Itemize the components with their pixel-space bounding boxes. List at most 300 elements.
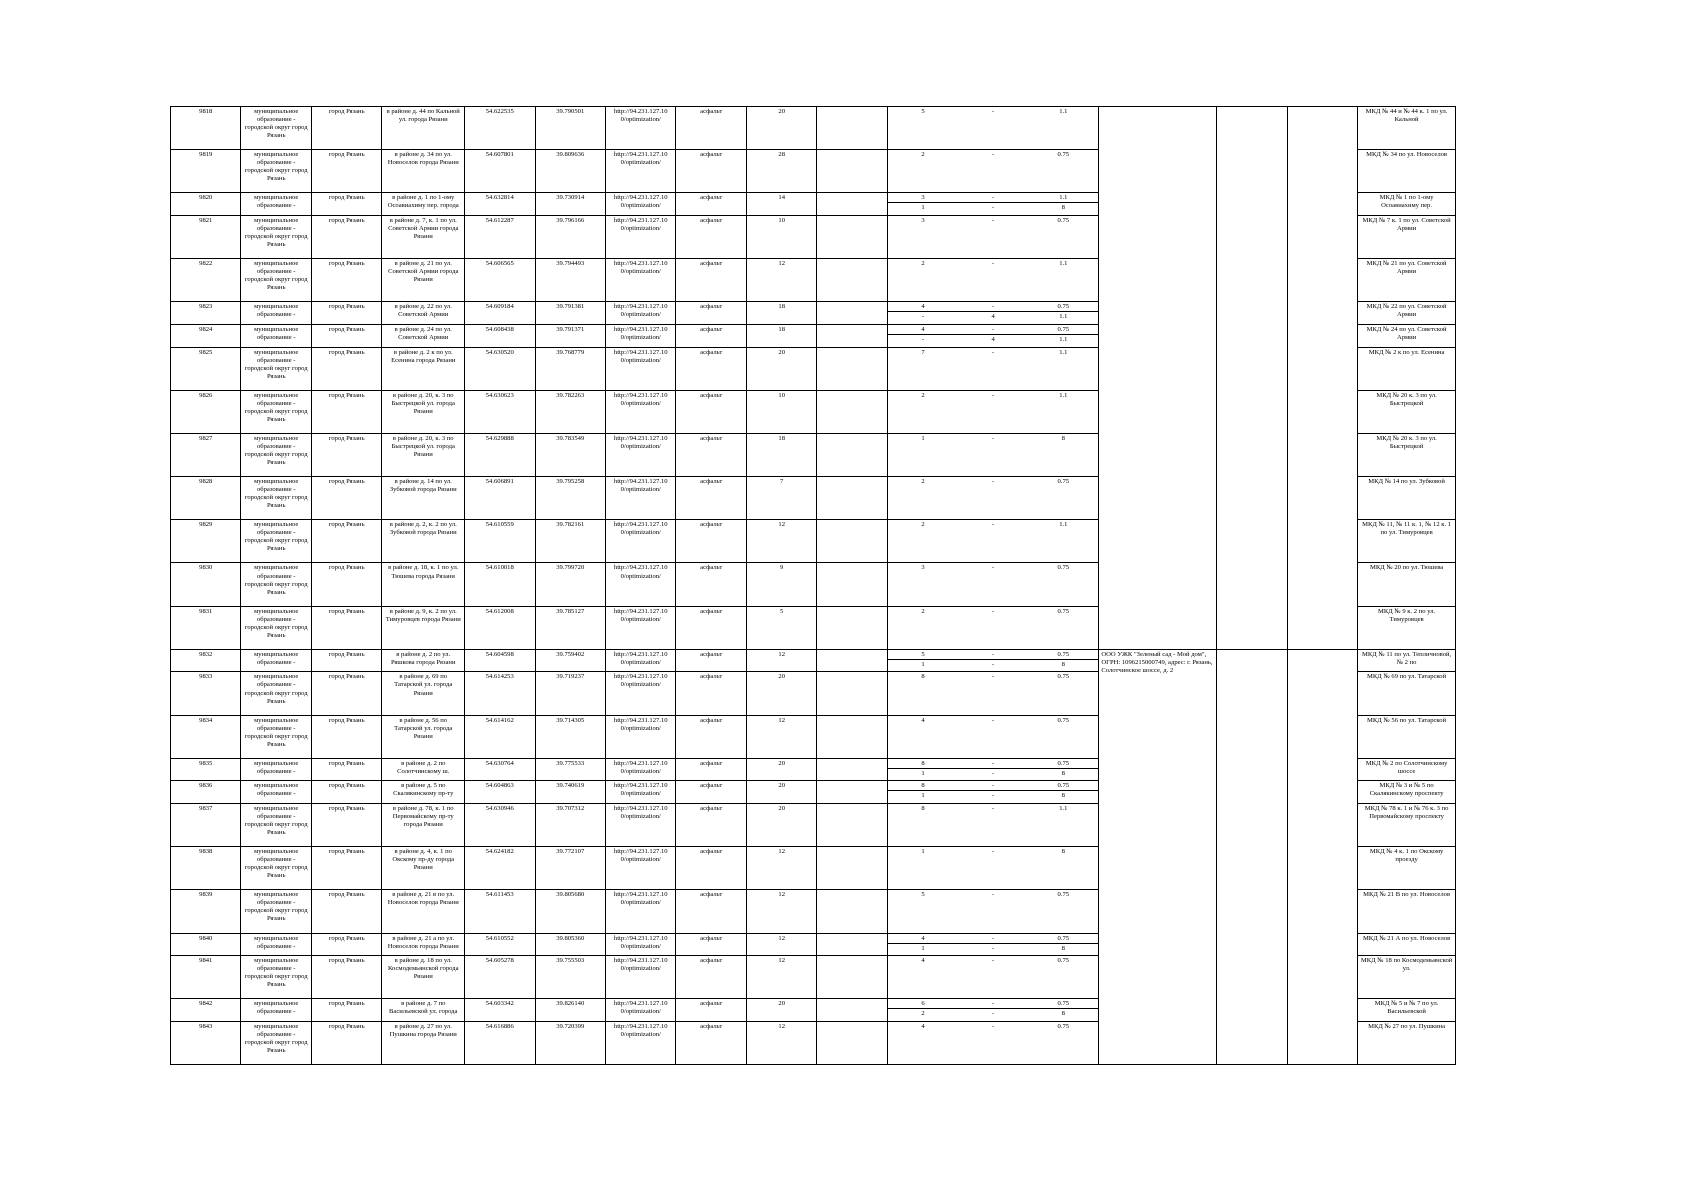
cell-area: 20 bbox=[746, 758, 816, 781]
cell-city: город Рязань bbox=[311, 390, 381, 433]
cell-latitude: 54.610552 bbox=[465, 933, 535, 956]
cell-containers bbox=[887, 956, 1098, 999]
cell-containers bbox=[887, 649, 1098, 672]
container-count: 8 bbox=[921, 759, 925, 767]
cell-location: в районе д. 56 по Татарской ул. города Рязани bbox=[382, 715, 465, 758]
cell-containers bbox=[887, 672, 1098, 715]
cell-latitude: 54.629888 bbox=[465, 433, 535, 476]
container-volume: 0.75 bbox=[1057, 934, 1070, 942]
cell-location: в районе д. 7 по Васильевской ул. города bbox=[382, 999, 465, 1022]
cell-area: 12 bbox=[746, 1021, 816, 1064]
cell-url: http://94.231.127.10 0/optimization/ bbox=[605, 933, 675, 956]
cell-area: 5 bbox=[746, 606, 816, 649]
container-count: 2 bbox=[888, 1009, 958, 1019]
cell-longitude: 39.795258 bbox=[535, 477, 605, 520]
cell-city: город Рязань bbox=[311, 956, 381, 999]
cell-number: 9828 bbox=[171, 477, 241, 520]
container-extra: - bbox=[992, 521, 995, 529]
cell-surface: асфальт bbox=[676, 302, 746, 325]
container-extra: - bbox=[992, 1022, 995, 1030]
cell-served-buildings: МКД № 5 и № 7 по ул. Васильевской bbox=[1358, 999, 1456, 1022]
cell-location: в районе д. 21 а по ул. Новоселов города Рязани bbox=[382, 933, 465, 956]
cell-longitude: 39.826140 bbox=[535, 999, 605, 1022]
container-volume: 0.75 bbox=[1057, 957, 1070, 965]
container-extra: - bbox=[992, 348, 995, 356]
container-volume: 0.75 bbox=[1057, 650, 1070, 658]
cell-area: 20 bbox=[746, 781, 816, 804]
container-count: 4 bbox=[921, 1022, 925, 1030]
cell-surface: асфальт bbox=[676, 649, 746, 672]
cell-url: http://94.231.127.10 0/optimization/ bbox=[605, 433, 675, 476]
container-extra: - bbox=[992, 805, 995, 812]
cell-served-buildings: МКД № 78 к. 1 и № 76 к. 3 по Первомайскому проспекту bbox=[1358, 804, 1456, 847]
cell-served-buildings: МКД № 11 по ул. Тепличновой, № 2 по bbox=[1358, 649, 1456, 672]
cell-served-buildings: МКД № 18 по Космодемьянской ул. bbox=[1358, 956, 1456, 999]
cell-longitude: 39.794493 bbox=[535, 259, 605, 302]
cell-longitude: 39.775533 bbox=[535, 758, 605, 781]
cell-city: город Рязань bbox=[311, 649, 381, 672]
cell-surface: асфальт bbox=[676, 324, 746, 347]
table-row bbox=[171, 649, 1456, 672]
container-extra: - bbox=[992, 303, 995, 311]
cell-municipality: муниципальное образование - bbox=[241, 324, 311, 347]
container-extra: - bbox=[992, 478, 995, 486]
cell-surface: асфальт bbox=[676, 215, 746, 258]
container-extra: - bbox=[992, 434, 995, 442]
registry-table bbox=[170, 106, 1456, 1065]
cell-area: 12 bbox=[746, 649, 816, 672]
cell-location: в районе д. 21 в по ул. Новоселов города Рязани bbox=[382, 890, 465, 933]
cell-surface: асфальт bbox=[676, 781, 746, 804]
cell-url: http://94.231.127.10 0/optimization/ bbox=[605, 649, 675, 672]
cell-url: http://94.231.127.10 0/optimization/ bbox=[605, 563, 675, 606]
cell-containers bbox=[887, 302, 1098, 325]
cell-containers bbox=[887, 890, 1098, 933]
cell-longitude: 39.714305 bbox=[535, 715, 605, 758]
cell-number: 9831 bbox=[171, 606, 241, 649]
cell-latitude: 54.607801 bbox=[465, 150, 535, 193]
container-count: 1 bbox=[888, 768, 958, 778]
cell-number: 9834 bbox=[171, 715, 241, 758]
cell-number: 9823 bbox=[171, 302, 241, 325]
container-count: - bbox=[888, 334, 958, 344]
cell-longitude: 39.730914 bbox=[535, 193, 605, 216]
cell-area: 12 bbox=[746, 259, 816, 302]
cell-number: 9824 bbox=[171, 324, 241, 347]
cell-containers bbox=[887, 520, 1098, 563]
cell-city: город Рязань bbox=[311, 324, 381, 347]
cell-city: город Рязань bbox=[311, 933, 381, 956]
cell-containers bbox=[887, 193, 1098, 216]
cell-number: 9838 bbox=[171, 847, 241, 890]
container-count: 8 bbox=[921, 805, 925, 812]
cell-latitude: 54.632814 bbox=[465, 193, 535, 216]
container-extra: 4 bbox=[958, 334, 1028, 344]
cell-latitude: 54.611453 bbox=[465, 890, 535, 933]
cell-longitude: 39.791371 bbox=[535, 324, 605, 347]
cell-served-buildings: МКД № 27 по ул. Пушкина bbox=[1358, 1021, 1456, 1064]
cell-number: 9842 bbox=[171, 999, 241, 1022]
cell-municipality: муниципальное образование - городской округ город Рязань bbox=[241, 433, 311, 476]
cell-served-buildings: МКД № 20 к. 3 по ул. Быстрецкой bbox=[1358, 390, 1456, 433]
cell-empty-a bbox=[817, 649, 887, 672]
cell-location: в районе д. 2 к по ул. Есенина города Рязани bbox=[382, 347, 465, 390]
cell-url: http://94.231.127.10 0/optimization/ bbox=[605, 758, 675, 781]
cell-empty-a bbox=[817, 150, 887, 193]
cell-city: город Рязань bbox=[311, 563, 381, 606]
cell-served-buildings: МКД № 69 по ул. Татарской bbox=[1358, 672, 1456, 715]
cell-empty-a bbox=[817, 390, 887, 433]
cell-number: 9826 bbox=[171, 390, 241, 433]
registry-table-body bbox=[171, 107, 1456, 1065]
cell-municipality: муниципальное образование - городской округ город Рязань bbox=[241, 1021, 311, 1064]
cell-served-buildings: МКД № 3 и № 5 по Скалякинскому проспекту bbox=[1358, 781, 1456, 804]
container-volume: 1.1 bbox=[1059, 260, 1068, 268]
container-extra: - bbox=[992, 260, 995, 268]
cell-empty-a bbox=[817, 107, 887, 150]
cell-longitude: 39.772107 bbox=[535, 847, 605, 890]
cell-area: 12 bbox=[746, 847, 816, 890]
cell-location: в районе д. 2 по ул. Ряшкова города Рязани bbox=[382, 649, 465, 672]
cell-area: 28 bbox=[746, 150, 816, 193]
cell-latitude: 54.604863 bbox=[465, 781, 535, 804]
container-count: 5 bbox=[921, 650, 925, 658]
cell-area: 18 bbox=[746, 324, 816, 347]
cell-latitude: 54.630623 bbox=[465, 390, 535, 433]
cell-municipality: муниципальное образование - bbox=[241, 649, 311, 672]
cell-surface: асфальт bbox=[676, 606, 746, 649]
cell-url: http://94.231.127.10 0/optimization/ bbox=[605, 520, 675, 563]
cell-city: город Рязань bbox=[311, 606, 381, 649]
cell-area: 20 bbox=[746, 999, 816, 1022]
cell-municipality: муниципальное образование - городской округ город Рязань bbox=[241, 956, 311, 999]
cell-area: 7 bbox=[746, 477, 816, 520]
container-volume: 1.1 bbox=[1059, 391, 1068, 399]
cell-empty-a bbox=[817, 215, 887, 258]
container-volume: 8 bbox=[1028, 1009, 1098, 1019]
cell-empty-a bbox=[817, 193, 887, 216]
cell-url: http://94.231.127.10 0/optimization/ bbox=[605, 477, 675, 520]
cell-location: в районе д. 27 по ул. Пушкина города Рязани bbox=[382, 1021, 465, 1064]
cell-number: 9832 bbox=[171, 649, 241, 672]
cell-served-buildings: МКД № 2 к по ул. Есенина bbox=[1358, 347, 1456, 390]
cell-url: http://94.231.127.10 0/optimization/ bbox=[605, 781, 675, 804]
cell-location: в районе д. 18 по ул. Космодемьянской города Рязани bbox=[382, 956, 465, 999]
container-count: 1 bbox=[888, 791, 958, 801]
container-count: 7 bbox=[921, 348, 925, 356]
cell-latitude: 54.622535 bbox=[465, 107, 535, 150]
cell-owner-extra2-span-bottom bbox=[1287, 649, 1357, 1064]
cell-latitude: 54.624182 bbox=[465, 847, 535, 890]
cell-longitude: 39.755503 bbox=[535, 956, 605, 999]
cell-empty-a bbox=[817, 804, 887, 847]
cell-surface: асфальт bbox=[676, 347, 746, 390]
cell-number: 9822 bbox=[171, 259, 241, 302]
container-count: 1 bbox=[888, 943, 958, 953]
container-extra: - bbox=[992, 216, 995, 224]
container-extra: 4 bbox=[958, 312, 1028, 322]
cell-containers bbox=[887, 433, 1098, 476]
cell-url: http://94.231.127.10 0/optimization/ bbox=[605, 302, 675, 325]
container-count: 1 bbox=[921, 848, 925, 856]
cell-city: город Рязань bbox=[311, 150, 381, 193]
container-count: 4 bbox=[921, 716, 925, 724]
table-row bbox=[171, 107, 1456, 150]
cell-containers bbox=[887, 781, 1098, 804]
container-volume: 8 bbox=[1028, 203, 1098, 213]
cell-latitude: 54.604598 bbox=[465, 649, 535, 672]
cell-containers bbox=[887, 347, 1098, 390]
cell-served-buildings: МКД № 56 по ул. Татарской bbox=[1358, 715, 1456, 758]
cell-empty-a bbox=[817, 563, 887, 606]
cell-municipality: муниципальное образование - городской округ город Рязань bbox=[241, 107, 311, 150]
cell-url: http://94.231.127.10 0/optimization/ bbox=[605, 150, 675, 193]
cell-empty-a bbox=[817, 672, 887, 715]
container-extra: - bbox=[992, 1000, 995, 1008]
cell-empty-a bbox=[817, 933, 887, 956]
cell-municipality: муниципальное образование - городской округ город Рязань bbox=[241, 804, 311, 847]
cell-operator: ООО УЖК "Зеленый сад - Мой дом", ОГРН: 1096215000749, адрес: г. Рязань, Солотчинское шоссе, д. 2 bbox=[1099, 649, 1217, 1064]
cell-area: 12 bbox=[746, 890, 816, 933]
container-count: 5 bbox=[921, 108, 925, 115]
container-extra: - bbox=[992, 673, 995, 681]
cell-city: город Рязань bbox=[311, 520, 381, 563]
cell-served-buildings: МКД № 34 по ул. Новоселов bbox=[1358, 150, 1456, 193]
container-volume: 8 bbox=[1061, 434, 1065, 442]
cell-location: в районе д. 20, к. 3 по Быстрецкой ул. города Рязани bbox=[382, 433, 465, 476]
cell-longitude: 39.707312 bbox=[535, 804, 605, 847]
cell-number: 9843 bbox=[171, 1021, 241, 1064]
container-count: 3 bbox=[921, 216, 925, 224]
cell-latitude: 54.606891 bbox=[465, 477, 535, 520]
cell-municipality: муниципальное образование - bbox=[241, 302, 311, 325]
cell-municipality: муниципальное образование - городской округ город Рязань bbox=[241, 715, 311, 758]
container-volume: 0.75 bbox=[1057, 325, 1070, 333]
cell-empty-a bbox=[817, 781, 887, 804]
container-count: 2 bbox=[921, 391, 925, 399]
cell-city: город Рязань bbox=[311, 477, 381, 520]
container-volume: 0.75 bbox=[1057, 151, 1070, 159]
cell-longitude: 39.790501 bbox=[535, 107, 605, 150]
container-volume: 0.75 bbox=[1057, 607, 1070, 615]
container-volume: 8 bbox=[1028, 659, 1098, 669]
container-extra: - bbox=[992, 607, 995, 615]
cell-longitude: 39.782161 bbox=[535, 520, 605, 563]
cell-containers bbox=[887, 1021, 1098, 1064]
cell-municipality: муниципальное образование - городской округ город Рязань bbox=[241, 606, 311, 649]
cell-number: 9835 bbox=[171, 758, 241, 781]
cell-surface: асфальт bbox=[676, 150, 746, 193]
cell-containers bbox=[887, 477, 1098, 520]
cell-number: 9839 bbox=[171, 890, 241, 933]
cell-owner-extra-span-top bbox=[1217, 107, 1287, 650]
cell-surface: асфальт bbox=[676, 758, 746, 781]
container-volume: 0.75 bbox=[1057, 303, 1070, 311]
cell-empty-a bbox=[817, 347, 887, 390]
cell-location: в районе д. 21 по ул. Советской Армии города Рязани bbox=[382, 259, 465, 302]
container-extra: - bbox=[992, 325, 995, 333]
cell-containers bbox=[887, 999, 1098, 1022]
container-volume: 1.1 bbox=[1059, 805, 1068, 812]
container-extra: - bbox=[958, 203, 1028, 213]
container-extra: - bbox=[992, 934, 995, 942]
cell-empty-a bbox=[817, 890, 887, 933]
cell-longitude: 39.805360 bbox=[535, 933, 605, 956]
cell-empty-a bbox=[817, 433, 887, 476]
cell-surface: асфальт bbox=[676, 890, 746, 933]
container-count: 4 bbox=[921, 957, 925, 965]
container-count: 3 bbox=[921, 564, 925, 572]
cell-empty-a bbox=[817, 302, 887, 325]
container-count: 1 bbox=[921, 434, 925, 442]
cell-municipality: муниципальное образование - городской округ город Рязань bbox=[241, 259, 311, 302]
cell-municipality: муниципальное образование - bbox=[241, 193, 311, 216]
cell-longitude: 39.719237 bbox=[535, 672, 605, 715]
cell-containers bbox=[887, 804, 1098, 847]
cell-location: в районе д. 4, к. 1 по Окскому пр-ду города Рязани bbox=[382, 847, 465, 890]
cell-longitude: 39.791381 bbox=[535, 302, 605, 325]
cell-containers bbox=[887, 324, 1098, 347]
container-extra: - bbox=[992, 782, 995, 790]
cell-empty-a bbox=[817, 477, 887, 520]
cell-surface: асфальт bbox=[676, 390, 746, 433]
cell-city: город Рязань bbox=[311, 890, 381, 933]
cell-url: http://94.231.127.10 0/optimization/ bbox=[605, 804, 675, 847]
cell-latitude: 54.603342 bbox=[465, 999, 535, 1022]
container-volume: 0.75 bbox=[1057, 673, 1070, 681]
cell-longitude: 39.759402 bbox=[535, 649, 605, 672]
container-count: 8 bbox=[921, 673, 925, 681]
cell-location: в районе д. 20, к. 3 по Быстрецкой ул. города Рязани bbox=[382, 390, 465, 433]
container-extra: - bbox=[958, 768, 1028, 778]
cell-surface: асфальт bbox=[676, 672, 746, 715]
cell-location: в районе д. 9, к. 2 по ул. Тимуровцев города Рязани bbox=[382, 606, 465, 649]
cell-city: город Рязань bbox=[311, 302, 381, 325]
cell-empty-a bbox=[817, 324, 887, 347]
cell-number: 9829 bbox=[171, 520, 241, 563]
container-extra: - bbox=[992, 108, 995, 115]
cell-municipality: муниципальное образование - городской округ город Рязань bbox=[241, 390, 311, 433]
cell-latitude: 54.630520 bbox=[465, 347, 535, 390]
cell-location: в районе д. 2, к. 2 по ул. Зубковой города Рязани bbox=[382, 520, 465, 563]
cell-url: http://94.231.127.10 0/optimization/ bbox=[605, 347, 675, 390]
cell-city: город Рязань bbox=[311, 215, 381, 258]
container-extra: - bbox=[992, 957, 995, 965]
cell-containers bbox=[887, 150, 1098, 193]
cell-empty-a bbox=[817, 715, 887, 758]
cell-served-buildings: МКД № 1 по 1-ому Осоавиахиму пер. bbox=[1358, 193, 1456, 216]
cell-url: http://94.231.127.10 0/optimization/ bbox=[605, 1021, 675, 1064]
cell-longitude: 39.768779 bbox=[535, 347, 605, 390]
cell-served-buildings: МКД № 22 по ул. Советской Армии bbox=[1358, 302, 1456, 325]
container-count: 2 bbox=[921, 521, 925, 529]
cell-number: 9825 bbox=[171, 347, 241, 390]
container-volume: 8 bbox=[1028, 943, 1098, 953]
cell-surface: асфальт bbox=[676, 999, 746, 1022]
container-volume: 8 bbox=[1028, 768, 1098, 778]
cell-location: в районе д. 2 по Солотчинскому ш. bbox=[382, 758, 465, 781]
container-count: 3 bbox=[921, 194, 925, 202]
container-extra: - bbox=[958, 791, 1028, 801]
cell-url: http://94.231.127.10 0/optimization/ bbox=[605, 672, 675, 715]
container-count: - bbox=[888, 312, 958, 322]
cell-municipality: муниципальное образование - bbox=[241, 999, 311, 1022]
cell-containers bbox=[887, 606, 1098, 649]
container-extra: - bbox=[992, 151, 995, 159]
container-extra: - bbox=[992, 891, 995, 899]
cell-served-buildings: МКД № 44 и № 44 к. 1 по ул. Кальной bbox=[1358, 107, 1456, 150]
container-count: 4 bbox=[921, 325, 925, 333]
cell-surface: асфальт bbox=[676, 193, 746, 216]
cell-served-buildings: МКД № 21 А по ул. Новоселов bbox=[1358, 933, 1456, 956]
cell-area: 18 bbox=[746, 433, 816, 476]
cell-number: 9837 bbox=[171, 804, 241, 847]
cell-containers bbox=[887, 215, 1098, 258]
cell-area: 20 bbox=[746, 347, 816, 390]
cell-area: 18 bbox=[746, 302, 816, 325]
container-volume: 0.75 bbox=[1057, 1022, 1070, 1030]
cell-url: http://94.231.127.10 0/optimization/ bbox=[605, 324, 675, 347]
cell-surface: асфальт bbox=[676, 847, 746, 890]
container-extra: - bbox=[992, 759, 995, 767]
cell-city: город Рязань bbox=[311, 781, 381, 804]
cell-location: в районе д. 69 по Татарской ул. города Рязани bbox=[382, 672, 465, 715]
cell-url: http://94.231.127.10 0/optimization/ bbox=[605, 215, 675, 258]
cell-municipality: муниципальное образование - городской округ город Рязань bbox=[241, 520, 311, 563]
cell-city: город Рязань bbox=[311, 758, 381, 781]
cell-municipality: муниципальное образование - городской округ город Рязань bbox=[241, 477, 311, 520]
cell-number: 9819 bbox=[171, 150, 241, 193]
cell-area: 12 bbox=[746, 715, 816, 758]
container-count: 6 bbox=[921, 1000, 925, 1008]
cell-longitude: 39.783549 bbox=[535, 433, 605, 476]
container-count: 4 bbox=[921, 934, 925, 942]
container-volume: 0.75 bbox=[1057, 782, 1070, 790]
container-volume: 0.75 bbox=[1057, 759, 1070, 767]
container-count: 1 bbox=[888, 203, 958, 213]
cell-empty-a bbox=[817, 847, 887, 890]
cell-city: город Рязань bbox=[311, 259, 381, 302]
cell-number: 9827 bbox=[171, 433, 241, 476]
cell-empty-a bbox=[817, 606, 887, 649]
container-volume: 1.1 bbox=[1059, 108, 1068, 115]
cell-containers bbox=[887, 259, 1098, 302]
container-extra: - bbox=[958, 1009, 1028, 1019]
cell-latitude: 54.612008 bbox=[465, 606, 535, 649]
cell-city: город Рязань bbox=[311, 999, 381, 1022]
cell-number: 9841 bbox=[171, 956, 241, 999]
cell-latitude: 54.630764 bbox=[465, 758, 535, 781]
cell-served-buildings: МКД № 7 к. 1 по ул. Советской Армии bbox=[1358, 215, 1456, 258]
cell-city: город Рязань bbox=[311, 1021, 381, 1064]
cell-latitude: 54.610018 bbox=[465, 563, 535, 606]
cell-area: 20 bbox=[746, 672, 816, 715]
container-volume: 8 bbox=[1061, 848, 1065, 856]
cell-area: 9 bbox=[746, 563, 816, 606]
container-count: 2 bbox=[921, 260, 925, 268]
cell-area: 12 bbox=[746, 933, 816, 956]
cell-url: http://94.231.127.10 0/optimization/ bbox=[605, 890, 675, 933]
cell-owner-extra2-span-top bbox=[1287, 107, 1357, 650]
container-extra: - bbox=[992, 391, 995, 399]
cell-area: 12 bbox=[746, 520, 816, 563]
cell-longitude: 39.805680 bbox=[535, 890, 605, 933]
cell-url: http://94.231.127.10 0/optimization/ bbox=[605, 606, 675, 649]
cell-served-buildings: МКД № 14 по ул. Зубковой bbox=[1358, 477, 1456, 520]
cell-url: http://94.231.127.10 0/optimization/ bbox=[605, 259, 675, 302]
cell-area: 10 bbox=[746, 215, 816, 258]
cell-served-buildings: МКД № 11, № 11 к. 1, № 12 к. 1 по ул. Тимуровцев bbox=[1358, 520, 1456, 563]
